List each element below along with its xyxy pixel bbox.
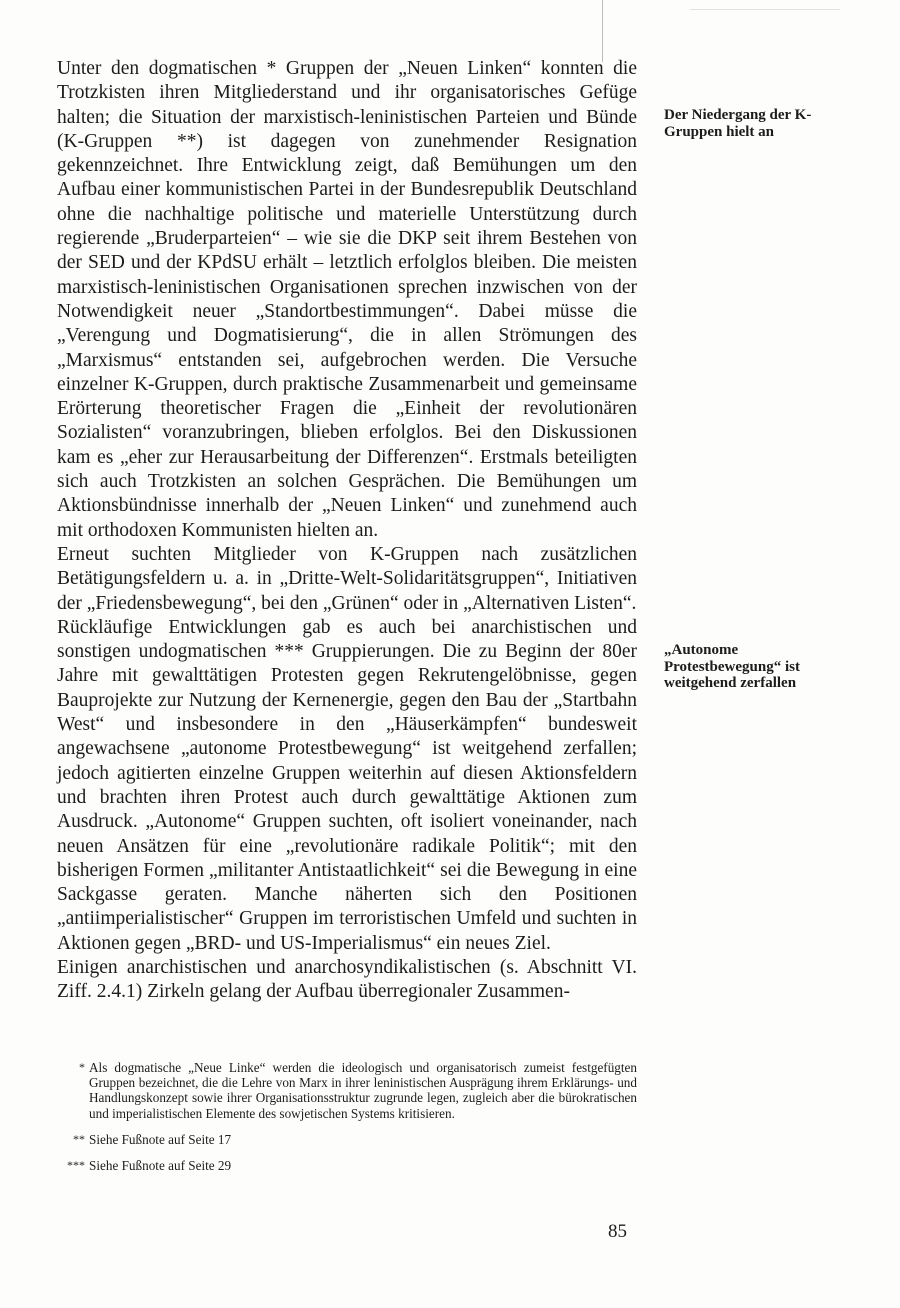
paragraph-autonome: Rückläufige Entwicklungen gab es auch bei anarchistischen und sonstigen undogmatischen *** Gruppierungen. Die zu Beginn der 80er Jahre mit gewalttätigen Protesten gegen Rekrutengelöbnisse, gegen Bauprojekte zur Nutzung der Kernenergie, gegen den Bau der „Startbahn West“ und insbesondere in den „Häuserkämpfen“ bundesweit angewachsene „autonome Protestbewegung“ ist weitgehend zerfallen; jedoch agitierten einzelne Gruppen weiterhin auf diesen Aktionsfeldern und brachten ihren Protest auch durch gewalttätige Aktionen zum Ausdruck. „Autonome“ Gruppen suchten, oft isoliert voneinander, nach neuen Ansätzen für eine „revolutionäre radikale Politik“; mit den bisherigen Formen „militanter Antistaatlichkeit“ sei die Bewegung in eine Sackgasse geraten. Manche näherten sich den Positionen „antiimperialistischer“ Gruppen im terroristischen Umfeld und suchten in Aktionen gegen „BRD- und US-Imperialismus“ ein neues Ziel. (57, 616, 637, 954)
main-body-text (57, 57, 637, 1005)
footnotes (57, 1060, 637, 1184)
footnote (57, 1132, 637, 1147)
paragraph-betaetigungsfelder: Erneut suchten Mitglieder von K-Gruppen nach zusätzlichen Betätigungsfeldern u. a. in „Dritte-Welt-Solidaritätsgruppen“, Initiativen der „Friedensbewegung“, bei den „Grünen“ oder in „Alternativen Listen“. (57, 543, 637, 614)
paragraph-anarchisten: Einigen anarchistischen und anarchosyndikalistischen (s. Abschnitt VI. Ziff. 2.4.1) Zirkeln gelang der Aufbau überregionaler Zusammen- (57, 956, 637, 1003)
footnote-marker: * (79, 1060, 85, 1074)
footnote (57, 1158, 637, 1173)
footnote (57, 1060, 637, 1121)
footnote-text: Siehe Fußnote auf Seite 29 (89, 1158, 232, 1174)
paragraph-k-gruppen: Unter den dogmatischen * Gruppen der „Neuen Linken“ konnten die Trotzkisten ihren Mitgliederstand und ihr organisatorisches Gefüge halten; die Situation der marxistisch-leninistischen Parteien und Bünde (K-Gruppen **) ist dagegen von zunehmender Resignation gekennzeichnet. Ihre Entwicklung zeigt, daß Bemühungen um den Aufbau einer kommunistischen Partei in der Bundesrepublik Deutschland ohne die nachhaltige politische und materielle Unterstützung durch regierende „Bruderparteien“ – wie sie die DKP seit ihrem Bestehen von der SED und der KPdSU erhält – letztlich erfolglos bleiben. Die meisten marxistisch-leninistischen Organisationen sprechen inzwischen von der Notwendigkeit neuer „Standortbestimmungen“. Dabei müsse die „Verengung und Dogmatisierung“, die in allen Strömungen des „Marxismus“ entstanden sei, aufgebrochen werden. Die Versuche einzelner K-Gruppen, durch praktische Zusammenarbeit und gemeinsame Erörterung theoretischer Fragen die „Einheit der revolutionären Sozialisten“ voranzubringen, blieben erfolglos. Bei den Diskussionen kam es „eher zur Herausarbeitung der Differenzen“. Erstmals beteiligten sich auch Trotzkisten an solchen Gesprächen. Die Bemühungen um Aktionsbündnisse innerhalb der „Neuen Linken“ und zunehmend auch mit orthodoxen Kommunisten hielten an. (57, 58, 637, 541)
page-number: 85 (608, 1221, 627, 1242)
footnote-text: Siehe Fußnote auf Seite 17 (89, 1131, 232, 1147)
margin-note-k-gruppen: Der Niedergang der K-Gruppen hielt an (664, 107, 812, 140)
footnote-marker: ** (73, 1131, 85, 1146)
footnote-marker: *** (67, 1158, 85, 1173)
footnote-text: Als dogmatische „Neue Linke“ werden die ideologisch und organisatorisch zumeist festgefügten Gruppen bezeichnet, die die Lehre von Marx in ihrer leninistischen Ausprägung ihrem Erklärungs- und Handlungskonzept sowie ihrer Organisationsstruktur zugrunde legen, zugleich aber die bürokratischen und imperialistischen Elemente des sowjetischen Systems kritisieren. (89, 1060, 637, 1121)
scan-artifact-line (690, 9, 840, 10)
scan-artifact-line (602, 0, 603, 62)
margin-note-autonome: „Autonome Protestbewegung“ ist weitgehend zerfallen (664, 642, 800, 691)
